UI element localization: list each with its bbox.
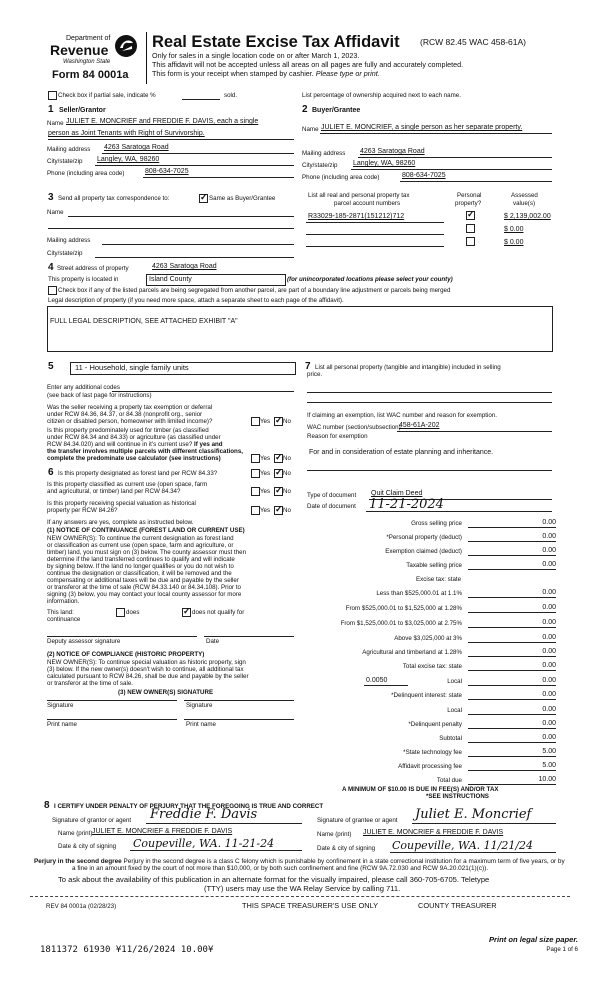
tax-row-label: Taxable selling price [406, 562, 462, 569]
seller-phone-rule [143, 177, 294, 178]
grantor-name-value[interactable]: JULIET E. MONCRIEF & FREDDIE F. DAVIS [92, 828, 233, 835]
yes-label: Yes [260, 470, 271, 477]
historic-line: or transferor at the time of sale. [47, 680, 133, 687]
tax-rule [468, 656, 556, 657]
buyer-name-rule [320, 133, 552, 134]
wac-value[interactable]: 458-61A-202 [399, 422, 440, 429]
seller-name-rule [48, 139, 294, 140]
continuance-line: continue the designation or classification, it will be removed and the [47, 570, 232, 577]
reason-rule [307, 470, 552, 471]
tax-row-value[interactable]: 0.00 [542, 677, 556, 684]
continuance-line: timber) land, you must sign on (3) below. The county assessor must then [47, 549, 247, 556]
tax-row-value[interactable]: 0.00 [542, 706, 556, 713]
buyer-city-label: City/state/zip [302, 162, 338, 169]
minimum-due-note: A MINIMUM OF $10.00 IS DUE IN FEE(S) AND/OR TAX [342, 786, 499, 793]
yes-label: Yes [260, 488, 271, 495]
buyer-phone-label: Phone (including area code) [302, 174, 380, 181]
header-line-2: This affidavit will not be accepted unless all areas on all pages are fully and accurately completed. [152, 60, 464, 69]
alt-format-line-1: To ask about the availability of this publication in an alternate format for the visually impaired, please call 360-705-6705. Teletype [58, 875, 490, 884]
buyer-phone-rule [400, 181, 552, 182]
tax-rule [468, 527, 556, 528]
tax-row-value[interactable]: 0.00 [542, 533, 556, 540]
continuance-line: NEW OWNER(S): To continue the current designation as forest land [47, 535, 234, 542]
seller-heading: Seller/Grantor [59, 107, 106, 114]
tax-row-label: *Personal property (deduct) [386, 534, 462, 541]
tax-row-label: Local [447, 678, 462, 685]
tax-row-label: Agricultural and timberland at 1.28% [362, 649, 462, 656]
current-use-question-2: and agricultural, or timber) land per RCW 84.34? [47, 488, 181, 495]
seller-name-label: Name [47, 120, 64, 127]
tax-row-value[interactable]: 0.00 [542, 589, 556, 596]
seller-phone-value[interactable]: 808-634-7025 [145, 168, 189, 175]
personal-property-line-1[interactable] [307, 392, 552, 393]
signature-label: Signature [186, 702, 213, 709]
personal-header-2: property? [455, 200, 482, 207]
treasurer-space-label: THIS SPACE TREASURER'S USE ONLY [242, 901, 379, 910]
timber-no-checkbox[interactable] [274, 454, 283, 463]
buyer-city-value[interactable]: Langley, WA, 98260 [353, 160, 416, 167]
does-not-qualify-checkbox[interactable] [182, 608, 191, 617]
tax-row-value[interactable]: 10.00 [538, 776, 556, 783]
parcels-header-line-1: List all real and personal property tax [308, 192, 410, 199]
personal-property-checkbox[interactable] [466, 211, 475, 220]
tax-row-label: *State technology fee [403, 749, 462, 756]
tax-row-value[interactable]: 0.00 [542, 619, 556, 626]
tax-rule [468, 627, 556, 628]
correspondence-label: Send all property tax correspondence to: [58, 195, 170, 202]
tax-row-label: *Delinquent interest: state [391, 692, 462, 699]
buyer-mailing-value[interactable]: 4263 Saratoga Road [360, 148, 425, 155]
grantor-signature-label: Signature of grantor or agent [52, 817, 132, 824]
grantee-signature[interactable]: Juliet E. Moncrief [415, 807, 532, 822]
parcels-header-line-2: parcel account numbers [334, 200, 401, 207]
legal-size-note: Print on legal size paper. [488, 935, 578, 944]
tax-rule [468, 742, 556, 743]
tax-rule [468, 699, 556, 700]
continuance-label: continuance [47, 616, 81, 623]
new-owner-signature-line-1[interactable] [47, 700, 177, 701]
cashier-stamp: 1811372 61930 ¥11/26/2024 10.00¥ [40, 945, 214, 955]
partial-sold-label: sold. [224, 92, 238, 99]
revenue-logo-icon [114, 34, 138, 58]
form-revision: REV 84 0001a (02/28/23) [46, 903, 117, 910]
seller-name-line-2[interactable]: person as Joint Tenants with Right of Survivorship. [48, 130, 205, 137]
current-use-question-1: Is this property classified as current use (open space, farm [47, 481, 208, 488]
buyer-mailing-label: Mailing address [302, 150, 346, 157]
tax-row-value[interactable]: 0.00 [542, 547, 556, 554]
historic-question-2: property per RCW 84.26? [47, 507, 118, 514]
personal-property-line-2[interactable] [307, 402, 552, 403]
partial-percent-line[interactable] [182, 99, 220, 100]
partial-sale-checkbox[interactable] [48, 91, 57, 100]
buyer-city-rule [351, 169, 552, 170]
grantor-date-value[interactable]: Coupeville, WA. 11-21-24 [133, 837, 275, 850]
no-label: No [283, 488, 291, 495]
exemption-yes-checkbox[interactable] [251, 417, 260, 426]
grantee-date-label: Date & city of signing [317, 845, 376, 852]
exemption-question-1: Was the seller receiving a property tax exemption or deferral [47, 404, 213, 411]
section-2-number: 2 [302, 104, 308, 115]
historic-line: NEW OWNER(S): To continue special valuation as historic property, sign [47, 659, 246, 666]
exemption-question-2: under RCW 84.36, 84.37, or 84.38 (nonprofit org., senior [47, 411, 203, 418]
perjury-line-1: Perjury in the second degree Perjury in the second degree is a class C felony which is punishable by confinement in a state correctional institution for a maximum term of five years, or by [34, 858, 565, 865]
seller-mailing-label: Mailing address [47, 146, 91, 153]
tax-rule [468, 612, 556, 613]
partial-sale-label: Check box if partial sale, indicate % [58, 92, 156, 99]
continuance-line: signing (3) below, you may contact your local county assessor for more [47, 591, 242, 598]
see-instructions: *SEE INSTRUCTIONS [426, 793, 489, 800]
tax-row-label: Exemption claimed (deduct) [385, 548, 462, 555]
parcel-number[interactable] [306, 234, 444, 235]
same-as-buyer-checkbox[interactable] [199, 194, 208, 203]
dept-label: Department of [66, 35, 111, 42]
document-type-label: Type of document [307, 492, 357, 499]
assessed-header-2: value(s) [513, 200, 536, 207]
tax-row-value[interactable]: 5.00 [542, 762, 556, 769]
tear-line [30, 896, 570, 897]
tax-row-value[interactable]: 5.00 [542, 748, 556, 755]
additional-codes-note: (see back of last page for instructions) [47, 392, 152, 399]
tax-rule [468, 685, 556, 686]
deputy-signature-line[interactable] [47, 636, 197, 637]
grantor-name-label: Name (print) [58, 830, 93, 837]
assessed-value[interactable]: $ 2,139,002.00 [504, 213, 551, 220]
section-6-number: 6 [48, 467, 54, 478]
personal-property-checkbox[interactable] [466, 224, 475, 233]
buyer-phone-value[interactable]: 808-634-7025 [402, 172, 446, 179]
local-rate[interactable]: 0.0050 [366, 677, 388, 684]
continuance-line: determine if the land transferred continues to qualify and will indicate [47, 556, 235, 563]
reason-value[interactable]: For and in consideration of estate planning and inheritance. [309, 449, 494, 456]
does-not-label: does not qualify for [192, 609, 245, 616]
tax-rule [468, 597, 556, 598]
tax-row-value[interactable]: 0.00 [542, 720, 556, 727]
tax-row-value[interactable]: 0.00 [542, 648, 556, 655]
dept-state: Washington State [63, 59, 111, 65]
exemption-instructions: If claiming an exemption, list WAC number and reason for exemption. [307, 412, 497, 419]
print-name-label: Print name [47, 721, 77, 728]
deputy-signature-label: Deputy assessor signature [47, 638, 121, 645]
tax-row-value[interactable]: 0.00 [542, 662, 556, 669]
tax-rule [468, 541, 556, 542]
grantee-name-value[interactable]: JULIET E. MONCRIEF & FREDDIE F. DAVIS [363, 829, 504, 836]
tax-rule [468, 756, 556, 757]
does-qualify-checkbox[interactable] [116, 608, 125, 617]
section-1-number: 1 [48, 104, 54, 115]
parcel-rule [306, 222, 444, 223]
tax-row-label: Total excise tax: state [402, 663, 462, 670]
buyer-heading: Buyer/Grantee [312, 107, 361, 114]
form-citation: (RCW 82.45 WAC 458-61A) [420, 37, 526, 47]
continuance-heading: (1) NOTICE OF CONTINUANCE (FOREST LAND OR CURRENT USE) [47, 527, 245, 534]
tax-row-label: From $1,525,000.01 to $3,025,000 at 2.75% [340, 620, 462, 627]
tax-row-label: From $525,000.01 to $1,525,000 at 1.28% [345, 605, 462, 612]
timber-yes-checkbox[interactable] [251, 454, 260, 463]
form-title: Real Estate Excise Tax Affidavit [152, 33, 400, 51]
tax-row-value[interactable]: 0.00 [542, 691, 556, 698]
grantee-signature-label: Signature of grantee or agent [317, 817, 398, 824]
tax-row-label: Above $3,025,000 at 3% [394, 635, 462, 642]
wac-label: WAC number (section/subsection) [307, 424, 401, 431]
seller-city-label: City/state/zip [47, 158, 83, 165]
county-value: Island County [149, 276, 192, 283]
signature-label: Signature [47, 702, 74, 709]
current-use-no-checkbox[interactable] [274, 487, 283, 496]
county-label: This property is located in [48, 276, 119, 283]
personal-property-checkbox[interactable] [466, 237, 475, 246]
section-5-number: 5 [48, 361, 54, 372]
timber-question-2: under RCW 84.34 and 84.33) or agriculture (as classified under [47, 434, 221, 441]
buyer-name-value[interactable]: JULIET E. MONCRIEF, a single person as her separate property. [321, 124, 523, 131]
corr-mailing-label: Mailing address [47, 237, 91, 244]
document-date-rule [366, 511, 552, 512]
tax-row-label: Less than $525,000.01 at 1.1% [376, 590, 462, 597]
excise-tax-state-label: Excise tax: state [416, 576, 462, 583]
parcel-number[interactable] [306, 246, 444, 247]
document-date-value[interactable]: 11-21-2024 [369, 497, 444, 512]
buyer-mailing-rule [358, 157, 552, 158]
section-7-number: 7 [305, 361, 311, 372]
tax-row-value[interactable]: 0.00 [542, 634, 556, 641]
dept-revenue-logo-text: Revenue [50, 42, 109, 58]
tax-rule [468, 714, 556, 715]
exemption-question-3: citizen or disabled person, homeowner with limited income)? [47, 418, 213, 425]
grantor-signature-rule [146, 823, 302, 824]
corr-mailing-line[interactable] [102, 244, 294, 245]
segregated-checkbox[interactable] [48, 286, 57, 295]
tax-rule [468, 642, 556, 643]
tax-row-value[interactable]: 0.00 [542, 734, 556, 741]
continuance-line: or transferor at the time of sale (RCW 84.33.140 or 84.34.108). Prior to [47, 584, 241, 591]
county-select[interactable] [146, 274, 286, 286]
deputy-date-line[interactable] [204, 636, 294, 637]
deputy-date-label: Date [206, 638, 220, 645]
new-owner-signature-heading: (3) NEW OWNER(S) SIGNATURE [118, 689, 214, 696]
historic-line: calculated pursuant to RCW 84.26, shall be due and payable by the seller [47, 673, 249, 680]
timber-question-1: Is this property predominately used for timber (as classified [47, 427, 209, 434]
tax-rule [468, 670, 556, 671]
historic-heading: (2) NOTICE OF COMPLIANCE (HISTORIC PROPERTY) [47, 651, 205, 658]
tax-rule [468, 784, 556, 785]
reason-label: Reason for exemption [307, 433, 368, 440]
buyer-name-label: Name [302, 126, 319, 133]
grantor-date-rule [130, 850, 302, 851]
grantee-date-value[interactable]: Coupeville, WA. 11/21/24 [392, 839, 534, 852]
assessed-header-1: Assessed [511, 192, 538, 199]
tax-row-value[interactable]: 0.00 [542, 604, 556, 611]
does-label: does [126, 609, 140, 616]
tax-rule [468, 569, 556, 570]
corr-name-label: Name [47, 209, 64, 216]
print-name-label: Print name [186, 721, 216, 728]
ownership-percentage-label: List percentage of ownership acquired next to each name. [302, 92, 461, 99]
if-yes-note: If any answers are yes, complete as instructed below. [47, 519, 194, 526]
seller-name-line-1[interactable]: JULIET E. MONCRIEF and FREDDIE F. DAVIS, each a single [66, 118, 259, 125]
forest-yes-checkbox[interactable] [251, 469, 260, 478]
continuance-line: information. [47, 598, 80, 605]
tax-rule [468, 770, 556, 771]
seller-city-value[interactable]: Langley, WA, 98260 [97, 156, 160, 163]
yes-label: Yes [260, 418, 271, 425]
assessed-value[interactable]: $ 0.00 [504, 239, 524, 246]
seller-city-rule [95, 165, 294, 166]
grantor-date-label: Date & city of signing [58, 843, 117, 850]
document-type-value[interactable]: Quit Claim Deed [371, 490, 423, 497]
new-owner-signature-line-2[interactable] [184, 700, 294, 701]
timber-question-5: complete the predominate use calculator (see instructions) [47, 455, 221, 462]
segregated-label: Check box if any of the listed parcels are being segregated from another parcel, are part of a boundary line adjustment or parcels being merged [58, 287, 451, 294]
grantee-signature-rule [412, 823, 556, 824]
no-label: No [283, 507, 291, 514]
current-use-yes-checkbox[interactable] [251, 487, 260, 496]
continuance-line: or classification as current use (open space, farm and agriculture, or [47, 542, 234, 549]
same-as-buyer-label: Same as Buyer/Grantee [209, 195, 276, 202]
timber-question-4: the transfer involves multiple parcels with different classifications, [47, 448, 243, 455]
parcel-number[interactable]: R33029-185-2871(151212)712 [308, 213, 405, 220]
tax-row-value[interactable]: 0.00 [542, 519, 556, 526]
header-divider [146, 32, 147, 84]
tax-row-label: Total due [436, 777, 462, 784]
section-4-number: 4 [48, 262, 54, 273]
tax-row-label: Subtotal [439, 735, 462, 742]
personal-header-1: Personal [457, 192, 482, 199]
grantee-name-label: Name (print) [317, 831, 352, 838]
tax-row-label: *Delinquent penalty [408, 721, 462, 728]
continuance-line: compensating or additional taxes will be due and payable by the seller [47, 577, 239, 584]
grantee-date-rule [390, 852, 556, 853]
certify-statement: I CERTIFY UNDER PENALTY OF PERJURY THAT THE FOREGOING IS TRUE AND CORRECT [54, 803, 324, 810]
land-use-code-select[interactable] [70, 362, 296, 375]
new-owner-print-line-2[interactable] [184, 719, 294, 720]
tax-row-value[interactable]: 0.00 [542, 561, 556, 568]
section-3-number: 3 [48, 192, 54, 203]
header-line-1: Only for sales in a single location code on or after March 1, 2023. [152, 51, 360, 60]
corr-city-label: City/state/zip [47, 250, 83, 257]
header-line-3: This form is your receipt when stamped by cashier. Please type or print. [152, 69, 380, 78]
street-label: Street address of property [57, 265, 129, 272]
historic-line: (3) below. If the new owner(s) doesn't wish to continue, all additional tax [47, 666, 244, 673]
legal-description-value: FULL LEGAL DESCRIPTION, SEE ATTACHED EXHIBIT "A" [50, 318, 238, 325]
county-treasurer-label: COUNTY TREASURER [418, 901, 497, 910]
land-use-code-value: 11 - Household, single family units [75, 363, 189, 372]
corr-name-line-2 [48, 228, 294, 229]
local-rate-rule [364, 685, 408, 686]
seller-mailing-rule [102, 153, 294, 154]
tax-rule [468, 728, 556, 729]
no-label: No [283, 470, 291, 477]
street-value[interactable]: 4263 Saratoga Road [152, 263, 217, 270]
seller-phone-label: Phone (including area code) [47, 170, 125, 177]
this-land-label: This land: [47, 609, 74, 616]
wac-rule [397, 431, 552, 432]
alt-format-line-2: (TTY) users may use the WA Relay Service by calling 711. [204, 884, 401, 893]
tax-row-label: Affidavit processing fee [398, 763, 462, 770]
form-number: Form 84 0001a [52, 69, 129, 81]
historic-yes-checkbox[interactable] [251, 506, 260, 515]
exemption-no-checkbox[interactable] [274, 417, 283, 426]
section-8-number: 8 [44, 800, 50, 811]
no-label: No [283, 418, 291, 425]
legal-description-label: Legal description of property (if you need more space, attach a separate sheet to each page of the affidavit). [48, 297, 344, 304]
legal-description-box[interactable] [47, 306, 553, 352]
seller-mailing-value[interactable]: 4263 Saratoga Road [104, 144, 169, 151]
document-date-label: Date of document [307, 503, 356, 510]
grantor-signature[interactable]: Freddie F. Davis [150, 807, 258, 822]
forest-question: Is this property designated as forest land per RCW 84.33? [58, 470, 218, 477]
tax-row-label: Local [447, 707, 462, 714]
continuance-line: by signing below. If the land no longer qualifies or you do not wish to [47, 563, 234, 570]
no-label: No [283, 455, 291, 462]
tax-row-label: Gross selling price [411, 520, 462, 527]
timber-question-3: RCW 84.34.020) and will continue in it's current use? If yes and [47, 441, 223, 448]
tax-rule [468, 555, 556, 556]
corr-name-line[interactable] [68, 216, 294, 217]
new-owner-print-line-1[interactable] [47, 719, 177, 720]
corr-city-line[interactable] [95, 257, 294, 258]
personal-property-label: List all personal property (tangible and intangible) included in selling [315, 364, 501, 371]
yes-label: Yes [260, 507, 271, 514]
assessed-value[interactable]: $ 0.00 [504, 226, 524, 233]
historic-no-checkbox[interactable] [274, 506, 283, 515]
historic-question-1: Is this property receiving special valuation as historical [47, 500, 196, 507]
forest-no-checkbox[interactable] [274, 469, 283, 478]
yes-label: Yes [260, 455, 271, 462]
page-number: Page 1 of 6 [546, 946, 578, 953]
county-note: (for unincorporated locations please select your county) [287, 276, 453, 283]
additional-codes-label: Enter any additional codes [47, 384, 120, 391]
personal-property-label-2: price. [307, 371, 323, 378]
perjury-line-2: a fine in an amount fixed by the court of not more than $10,000, or by both such confinement and fine (RCW 9A.72.030 and RCW 9A.20.021(1)(c)). [72, 865, 488, 872]
